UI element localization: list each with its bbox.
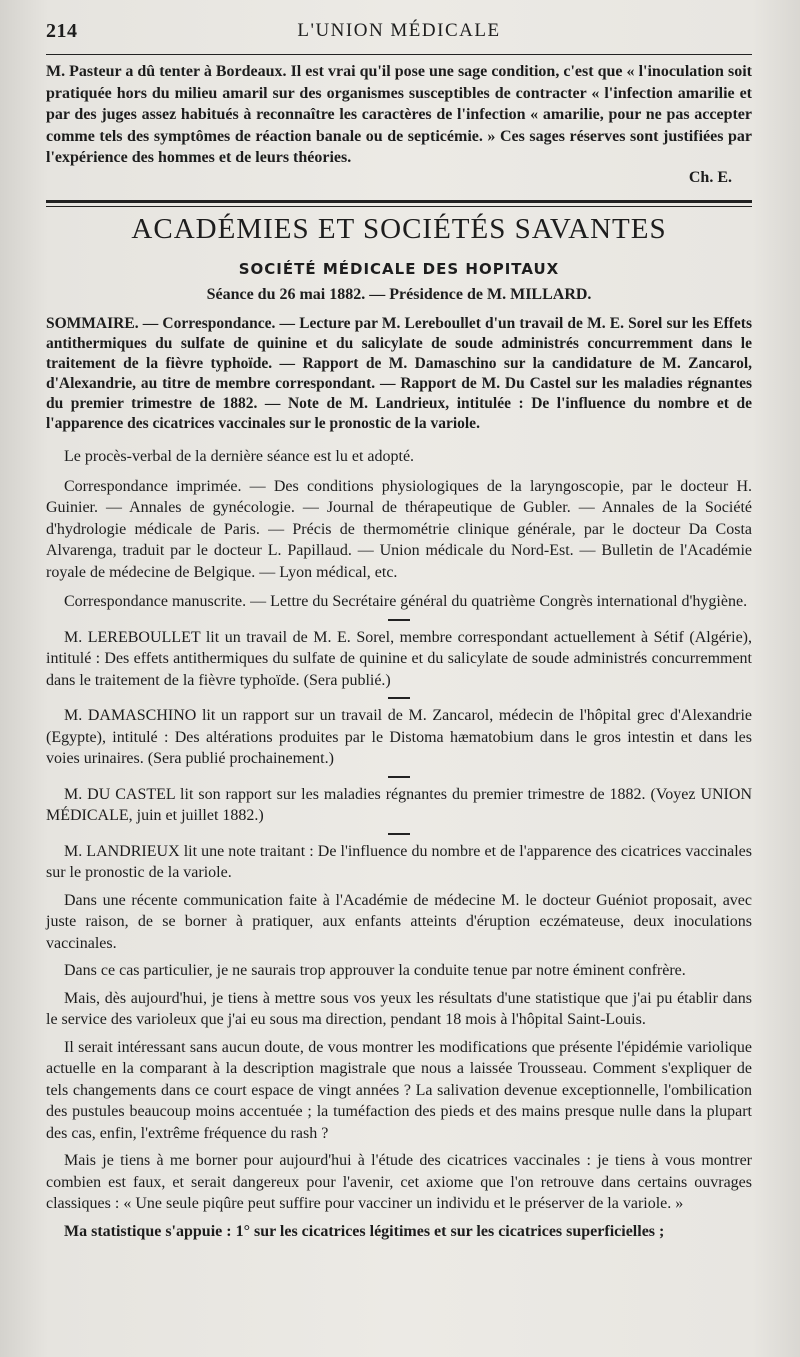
paragraph-statistique-appui: Ma statistique s'appuie : 1° sur les cicatrices légitimes et sur les cicatrices superficielles ;	[64, 1222, 665, 1240]
paragraph-confrere: Dans ce cas particulier, je ne saurais trop approuver la conduite tenue par notre éminent confrère.	[64, 962, 686, 979]
paragraph-proces-verbal: Le procès-verbal de la dernière séance est lu et adopté.	[64, 448, 415, 465]
section-title: ACADÉMIES ET SOCIÉTÉS SAVANTES	[131, 213, 667, 245]
paragraph-statistique: Mais, dès aujourd'hui, je tiens à mettre sous vos yeux les résultats d'une statistique que j'ai pu établir dans le service des varioleux que j'ai eu sous ma direction, pendant 18 mois à l'hôpital Saint-Louis.	[46, 989, 752, 1028]
paragraph-cicatrices: Mais je tiens à me borner pour aujourd'hui à l'étude des cicatrices vaccinales : je tiens à vous montrer combien est faux, et serait dangereux pour l'avenir, cet axiome que l'on retrouve dans certains ouvrages classiques : « Une seule piqûre peut suffire pour vacciner un individu et le préserver de la variole. »	[46, 1152, 752, 1212]
separator	[388, 833, 410, 835]
separator	[388, 619, 410, 621]
sommaire-text: — Correspondance. — Lecture par M. Lereboullet d'un travail de M. E. Sorel sur les Effets antithermiques du sulfate de quinine et du salicylate de soude administrés concurremment dans le traitement de la fièvre typhoïde. — Rapport de M. Damaschino sur la candidature de M. Zancarol, d'Alexandrie, au titre de membre correspondant. — Rapport de M. Du Castel sur les maladies régnantes du premier trimestre de 1882. — Note de M. Landrieux, intitulée : De l'influence du nombre et de l'apparence des cicatrices vaccinales sur le pronostic de la variole.	[46, 315, 752, 432]
paragraph-damaschino: M. DAMASCHINO lit un rapport sur un travail de M. Zancarol, médecin de l'hôpital grec d'Alexandrie (Egypte), intitulé : Des altérations produites par le Distoma hæmatobium dans le gros intestin et dans les voies urinaires. (Sera publié prochainement.)	[46, 707, 752, 767]
intro-paragraph: M. Pasteur a dû tenter à Bordeaux. Il est vrai qu'il pose une sage condition, c'est que « l'inoculation soit pratiquée hors du milieu amaril sur des organismes susceptibles de contracter « l'infection amarilie et par des juges assez habitués à reconnaître les caractères de l'infection « amarilie, pour ne pas accepter comme tels des symptômes de réaction banale ou de septicémie. » Ces sages réserves sont justifiées par l'expérience des hommes et de leurs théories.	[46, 63, 752, 166]
page-header	[46, 14, 752, 54]
sommaire-label: SOMMAIRE.	[46, 315, 139, 332]
page-number: 214	[46, 20, 78, 42]
journal-title: L'UNION MÉDICALE	[297, 20, 501, 41]
paragraph-gueniot: Dans une récente communication faite à l'Académie de médecine M. le docteur Guéniot proposait, avec juste raison, de se borner à pratiquer, aux enfants atteints d'éruption eczémateuse, deux inoculations vaccinales.	[46, 891, 752, 952]
section-divider	[46, 200, 752, 207]
paragraph-lereboullet: M. LEREBOULLET lit un travail de M. E. Sorel, membre correspondant actuellement à Sétif (Algérie), intitulé : Des effets antithermiques du sulfate de quinine et du salicylate de soude administrés concurremment dans le traitement de la fièvre typhoïde. (Sera publié.)	[46, 628, 752, 689]
paragraph-du-castel: M. DU CASTEL lit son rapport sur les maladies régnantes du premier trimestre de 1882. (Voyez UNION MÉDICALE, juin et juillet 1882.)	[46, 785, 752, 824]
separator	[388, 697, 410, 699]
paragraph-correspondance-manuscrite: Correspondance manuscrite. — Lettre du Secrétaire général du quatrième Congrès international d'hygiène.	[64, 593, 748, 610]
paragraph-trousseau: Il serait intéressant sans aucun doute, de vous montrer les modifications que présente l'épidémie variolique actuelle en la comparant à la description magistrale que nous a laissée Trousseau. Comment s'expliquer de tels changements dans ce court espace de vingt années ? La salivation devenue exceptionnelle, l'ombilication des pustules beaucoup moins accentuée ; la tuméfaction des pieds et des mains presque nulle dans la plupart des cas, enfin, l'extrême fréquence du rash ?	[46, 1038, 752, 1142]
separator	[388, 776, 410, 778]
paragraph-landrieux: M. LANDRIEUX lit une note traitant : De l'influence du nombre et de l'apparence des cicatrices vaccinales sur le pronostic de la variole.	[46, 842, 752, 881]
society-heading: SOCIÉTÉ MÉDICALE DES HOPITAUX	[238, 260, 560, 278]
intro-signature: Ch. E.	[688, 168, 732, 186]
paragraph-correspondance-imprimee: Correspondance imprimée. — Des conditions physiologiques de la laryngoscopie, par le docteur H. Guinier. — Annales de gynécologie. — Journal de thérapeutique de Gubler. — Annales de la Société d'hydrologie médicale de Paris. — Précis de thermométrie clinique générale, par le docteur Da Costa Alvarenga, traduit par le docteur L. Papillaud. — Union médicale du Nord-Est. — Bulletin de l'Académie royale de médecine de Belgique. — Lyon médical, etc.	[46, 477, 752, 581]
seance-line: Séance du 26 mai 1882. — Présidence de M. MILLARD.	[206, 286, 592, 303]
header-rule	[46, 54, 752, 55]
sommaire	[46, 314, 752, 434]
